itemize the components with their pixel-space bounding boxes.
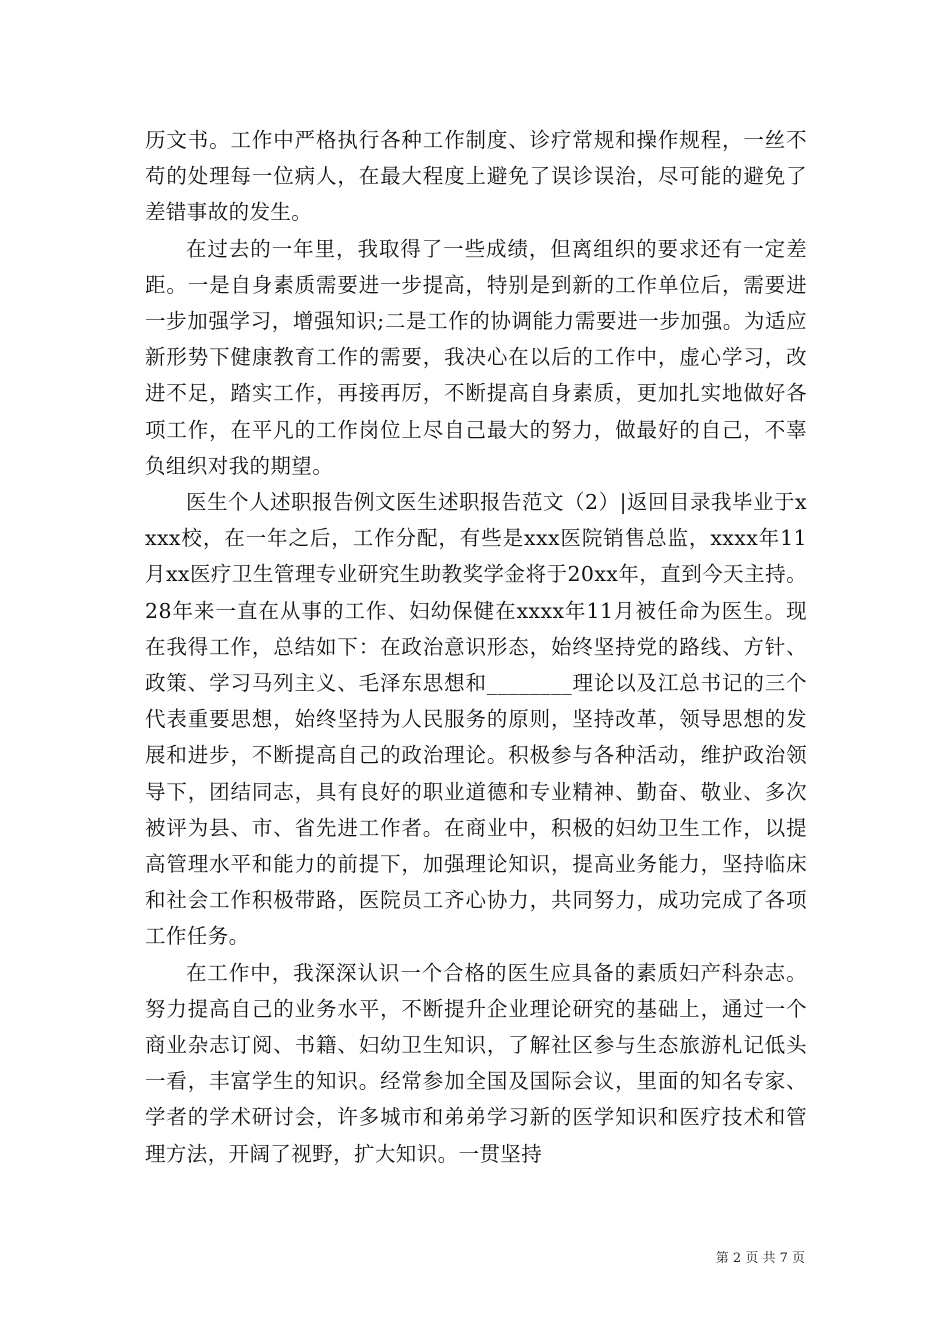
paragraph-3: 医生个人述职报告例文医生述职报告范文（2）|返回目录我毕业于xxxx校，在一年之后，工作分配，有些是xxx医院销售总监，xxxx年11月xx医疗卫生管理专业研究生助教奖学金将于20xx年，直到今天主持。28年来一直在从事的工作、妇幼保健在xxxx年11月被任命为医生。现在我得工作，总结如下：在政治意识形态，始终坚持党的路线、方针、政策、学习马列主义、毛泽东思想和________理论以及江总书记的三个代表重要思想，始终坚持为人民服务的原则，坚持改革，领导思想的发展和进步，不断提高自己的政治理论。积极参与各种活动，维护政治领导下，团结同志，具有良好的职业道德和专业精神、勤奋、敬业、多次被评为县、市、省先进工作者。在商业中，积极的妇幼卫生工作，以提高管理水平和能力的前提下，加强理论知识，提高业务能力，坚持临床和社会工作积极带路，医院员工齐心协力，共同努力，成功完成了各项工作任务。 bbox=[145, 490, 807, 949]
paragraph-2: 在过去的一年里，我取得了一些成绩，但离组织的要求还有一定差距。一是自身素质需要进一步提高，特别是到新的工作单位后，需要进一步加强学习，增强知识;二是工作的协调能力需要进一步加强。为适应新形势下健康教育工作的需要，我决心在以后的工作中，虚心学习，改进不足，踏实工作，再接再厉，不断提高自身素质，更加扎实地做好各项工作，在平凡的工作岗位上尽自己最大的努力，做最好的自己，不辜负组织对我的期望。 bbox=[145, 236, 807, 478]
paragraph-1: 历文书。工作中严格执行各种工作制度、诊疗常规和操作规程，一丝不苟的处理每一位病人，在最大程度上避免了误诊误治，尽可能的避免了差错事故的发生。 bbox=[145, 128, 807, 225]
page-number-footer: 第 2 页 共 7 页 bbox=[715, 1251, 805, 1266]
paragraph-4: 在工作中，我深深认识一个合格的医生应具备的素质妇产科杂志。努力提高自己的业务水平，不断提升企业理论研究的基础上，通过一个商业杂志订阅、书籍、妇幼卫生知识，了解社区参与生态旅游札记低头一看，丰富学生的知识。经常参加全国及国际会议，里面的知名专家、学者的学术研讨会，许多城市和弟弟学习新的医学知识和医疗技术和管理方法，开阔了视野，扩大知识。一贯坚持 bbox=[145, 960, 807, 1166]
document-body bbox=[145, 122, 807, 1172]
